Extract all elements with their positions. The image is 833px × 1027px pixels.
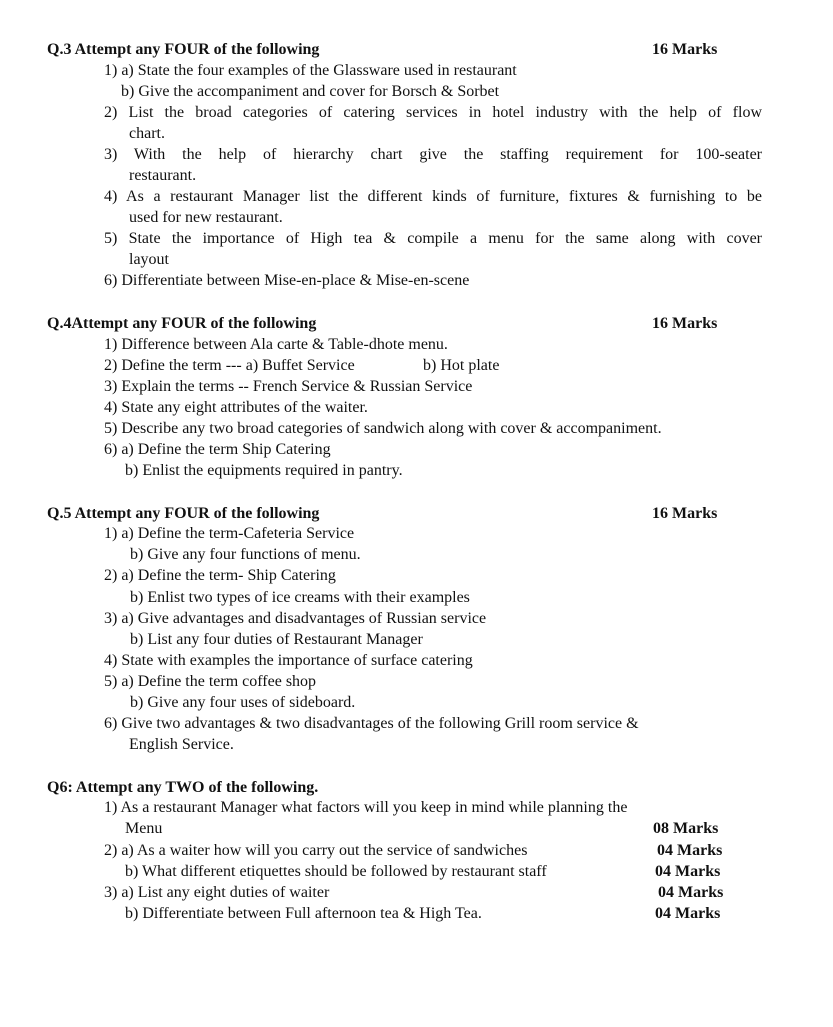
q4-item-4: 4) State any eight attributes of the waiter. (104, 399, 368, 416)
q5-item-4: 4) State with examples the importance of surface catering (104, 652, 473, 669)
q6-item-1: 1) As a restaurant Manager what factors will you keep in mind while planning the (104, 799, 628, 816)
q3-item-4: 4) As a restaurant Manager list the different kinds of furniture, fixtures & furnishing to be (104, 188, 762, 205)
q3-item-3: 3) With the help of hierarchy chart give the staffing requirement for 100-seater (104, 146, 762, 163)
q4-heading: Q.4Attempt any FOUR of the following (47, 315, 317, 332)
q5-item-2a: 2) a) Define the term- Ship Catering (104, 567, 336, 584)
q3-item-5-cont: layout (129, 251, 169, 268)
q6-item-3a: 3) a) List any eight duties of waiter (104, 884, 330, 901)
q5-item-3b: b) List any four duties of Restaurant Manager (130, 631, 423, 648)
q5-item-5a: 5) a) Define the term coffee shop (104, 673, 317, 690)
q6-item-2b-marks: 04 Marks (655, 863, 721, 880)
q6-item-3a-marks: 04 Marks (658, 884, 724, 901)
q6-heading: Q6: Attempt any TWO of the following. (47, 779, 319, 796)
q4-item-2b: b) Hot plate (423, 357, 500, 374)
q5-item-6: 6) Give two advantages & two disadvantages of the following Grill room service & (104, 715, 639, 732)
q5-heading: Q.5 Attempt any FOUR of the following (47, 505, 320, 522)
q5-marks: 16 Marks (652, 505, 718, 522)
q6-item-2a-marks: 04 Marks (657, 842, 723, 859)
q5-item-5b: b) Give any four uses of sideboard. (130, 694, 356, 711)
q3-item-1b: b) Give the accompaniment and cover for Borsch & Sorbet (121, 83, 500, 100)
q3-item-1a: 1) a) State the four examples of the Glassware used in restaurant (104, 62, 517, 79)
q5-item-3a: 3) a) Give advantages and disadvantages of Russian service (104, 610, 487, 627)
q4-item-2a: 2) Define the term --- a) Buffet Service (104, 357, 355, 374)
q3-marks: 16 Marks (652, 41, 718, 58)
q5-item-6-cont: English Service. (129, 736, 234, 753)
q5-item-2b: b) Enlist two types of ice creams with their examples (130, 589, 470, 606)
q3-heading: Q.3 Attempt any FOUR of the following (47, 41, 320, 58)
q4-item-6a: 6) a) Define the term Ship Catering (104, 441, 331, 458)
q6-item-2a: 2) a) As a waiter how will you carry out the service of sandwiches (104, 842, 528, 859)
q5-item-1b: b) Give any four functions of menu. (130, 546, 361, 563)
q4-item-3: 3) Explain the terms -- French Service & Russian Service (104, 378, 473, 395)
q4-item-6b: b) Enlist the equipments required in pantry. (125, 462, 403, 479)
q6-item-3b-marks: 04 Marks (655, 905, 721, 922)
q4-item-1: 1) Difference between Ala carte & Table-dhote menu. (104, 336, 448, 353)
q3-item-2: 2) List the broad categories of catering services in hotel industry with the help of flow (104, 104, 762, 121)
q4-marks: 16 Marks (652, 315, 718, 332)
q6-item-1-cont: Menu (125, 820, 163, 837)
q6-item-1-marks: 08 Marks (653, 820, 719, 837)
q3-item-6: 6) Differentiate between Mise-en-place & Mise-en-scene (104, 272, 470, 289)
q3-item-4-cont: used for new restaurant. (129, 209, 283, 226)
q6-item-2b: b) What different etiquettes should be followed by restaurant staff (125, 863, 547, 880)
q3-item-3-cont: restaurant. (129, 167, 197, 184)
q3-item-2-cont: chart. (129, 125, 165, 142)
q3-item-5: 5) State the importance of High tea & compile a menu for the same along with cover (104, 230, 762, 247)
q6-item-3b: b) Differentiate between Full afternoon tea & High Tea. (125, 905, 482, 922)
q5-item-1a: 1) a) Define the term-Cafeteria Service (104, 525, 355, 542)
q4-item-5: 5) Describe any two broad categories of sandwich along with cover & accompaniment. (104, 420, 662, 437)
